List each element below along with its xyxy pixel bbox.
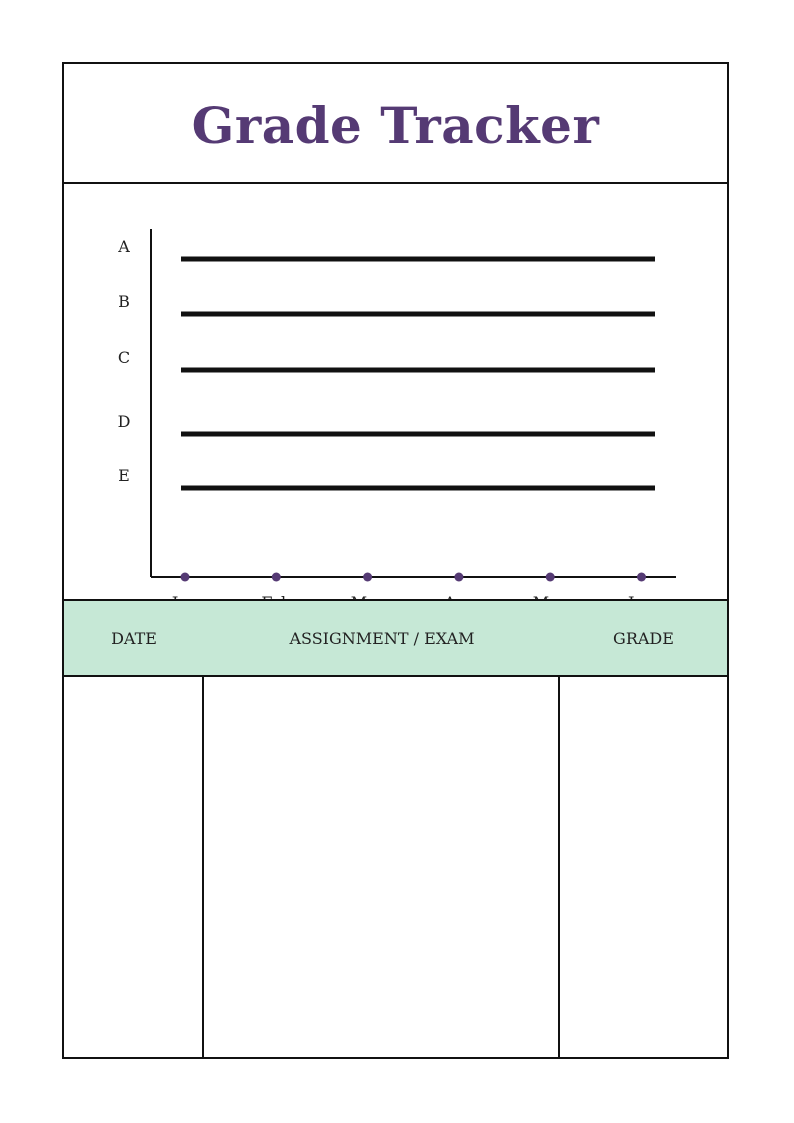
assignment-column-cell[interactable] [204,677,558,1057]
table-body [64,677,727,1057]
grade-chart-svg [64,184,727,599]
month-marker-mar [363,573,372,582]
grade-tracker-sheet [62,62,729,1059]
y-tick-label-d: D [117,412,131,431]
month-marker-jan [181,573,190,582]
month-marker-apr [454,573,463,582]
y-tick-label-b: B [118,292,130,311]
date-column-cell[interactable] [64,677,202,1057]
y-tick-label-c: C [117,348,131,367]
header-assignment-exam: ASSIGNMENT / EXAM [289,628,475,648]
y-tick-label-e: E [118,466,130,485]
y-tick-label-a: A [118,237,130,256]
header-grade: GRADE [613,628,674,648]
page-title: Grade Tracker [191,95,600,155]
month-marker-jun [637,573,646,582]
title-band [64,64,727,184]
header-date: DATE [111,628,157,648]
grade-chart [64,184,727,599]
month-marker-feb [272,573,281,582]
month-marker-may [546,573,555,582]
grade-column-cell[interactable] [560,677,727,1057]
table-header [64,599,727,677]
